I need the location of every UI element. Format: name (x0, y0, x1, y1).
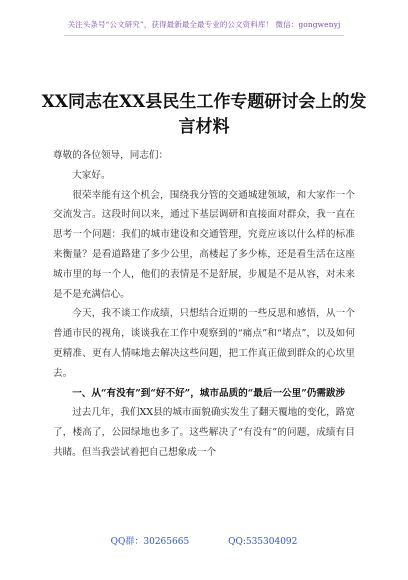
greeting: 大家好。 (72, 169, 111, 181)
paragraph: 很荣幸能有这个机会，围绕我分管的交通城建领域，和大家作一个交流发言。这段时间以来，通过下基层调研和直接面对群众，我一直在思考一个问题：我们的城市建设和交通管理，究竟应该以什么样的标准来衡量？是看道路建了多少公里，高楼起了多少栋，还是看生活在这座城市里的每一个人，他们的表情是不是舒展，步履是不是从容，对未来是不是充满信心。 (53, 189, 355, 300)
document-body (53, 146, 355, 463)
qq-contact-link[interactable]: QQ:535304092 (228, 537, 298, 547)
paragraph: 过去几年，我们XX县的城市面貌确实发生了翻天覆地的变化，路宽了，楼高了，公园绿地也多了。这些解决了“有没有”的问题，成绩有目共睹。但当我尝试着把自己想象成一个 (53, 407, 355, 458)
header-divider (64, 35, 344, 36)
paragraph: 今天，我不谈工作成绩，只想结合近期的一些反思和感悟，从一个普通市民的视角，谈谈我在工作中观察到的“痛点”和“堵点”，以及如何更精准、更有人情味地去解决这些问题，把工作真正做到群众的心坎里去。 (53, 308, 355, 379)
qq-group-link[interactable]: QQ群：30265665 (110, 537, 190, 547)
page-footer (0, 534, 408, 547)
document-title: XX同志在XX县民生工作专题研讨会上的发言材料 (41, 92, 367, 137)
promo-banner: 关注头条号“公文研究”，获得最新最全最专业的公文资料库！ 微信：gongwenyj (67, 20, 341, 29)
salutation: 尊敬的各位领导，同志们： (53, 150, 169, 161)
section-heading: 一、从“有没有”到“好不好”，城市品质的“最后一公里”仍需跋涉 (72, 387, 346, 399)
